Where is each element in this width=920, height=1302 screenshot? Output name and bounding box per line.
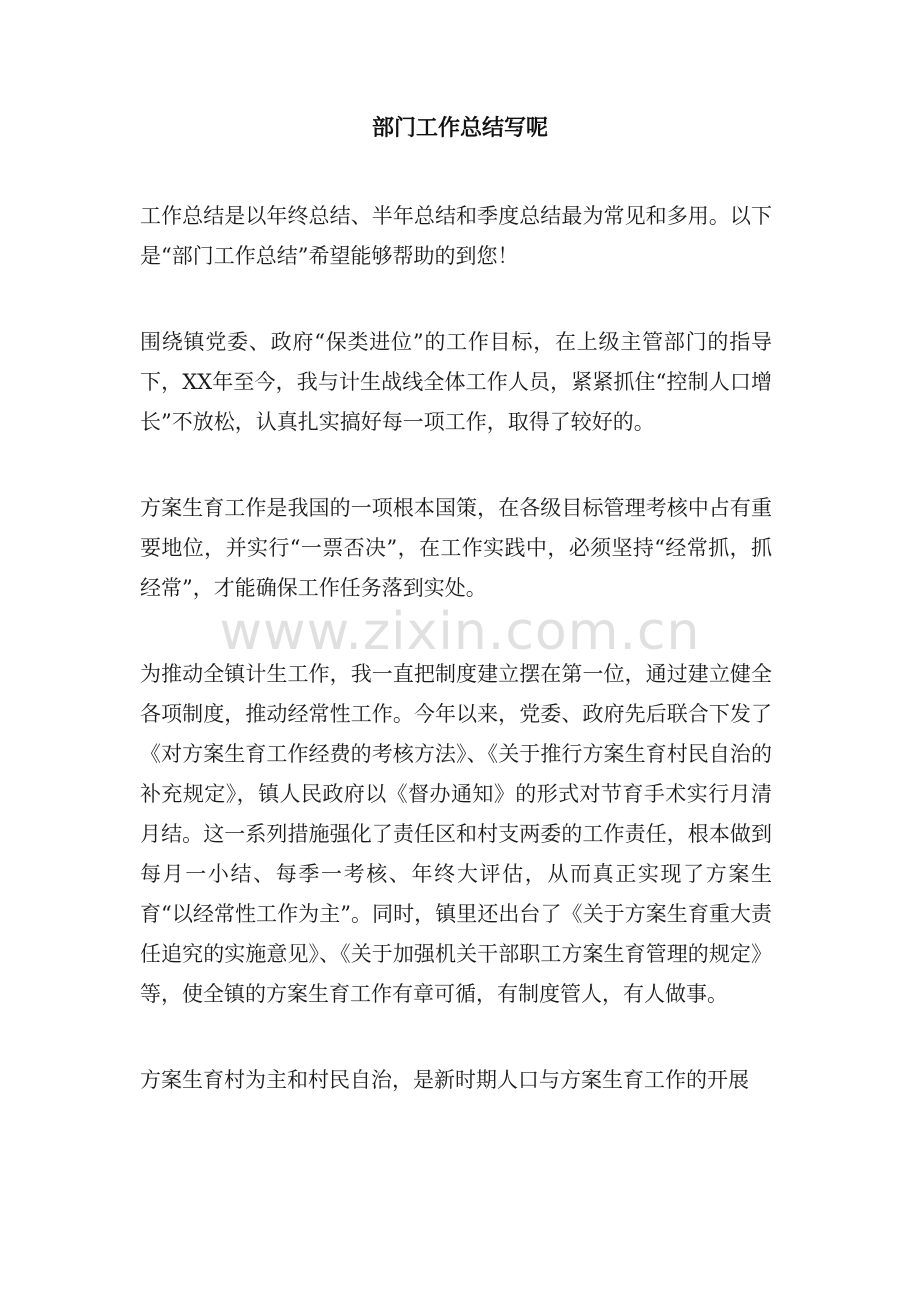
watermark: www.zixin.com.cn [219, 602, 701, 662]
paragraph-intro: 工作总结是以年终总结、半年总结和季度总结最为常见和多用。以下是“部门工作总结”希望能够帮助的到您！ [140, 204, 772, 268]
document-title: 部门工作总结写呢 [371, 115, 548, 141]
document-body [140, 196, 772, 1146]
paragraph-policy: 方案生育工作是我国的一项根本国策，在各级目标管理考核中占有重要地位，并实行“一票否决”，在工作实践中，必须坚持“经常抓，抓经常”，才能确保工作任务落到实处。 [140, 496, 772, 600]
paragraph-system: 为推动全镇计生工作，我一直把制度建立摆在第一位，通过建立健全各项制度，推动经常性工作。今年以来，党委、政府先后联合下发了《对方案生育工作经费的考核方法》、《关于推行方案生育村民自治的补充规定》，镇人民政府以《督办通知》的形式对节育手术实行月清月结。这一系列措施强化了责任区和村支两委的工作责任，根本做到每月一小结、每季一考核、年终大评估，从而真正实现了方案生育“以经常性工作为主”。同时，镇里还出台了《关于方案生育重大责任追究的实施意见》、《关于加强机关干部职工方案生育管理的规定》等，使全镇的方案生育工作有章可循，有制度管人，有人做事。 [140, 662, 772, 1006]
paragraph-village: 方案生育村为主和村民自治，是新时期人口与方案生育工作的开展 [140, 1068, 749, 1092]
paragraph-goals: 围绕镇党委、政府“保类进位”的工作目标，在上级主管部门的指导下，XX年至今，我与计生战线全体工作人员，紧紧抓住“控制人口增长”不放松，认真扎实搞好每一项工作，取得了较好的。 [140, 330, 772, 434]
